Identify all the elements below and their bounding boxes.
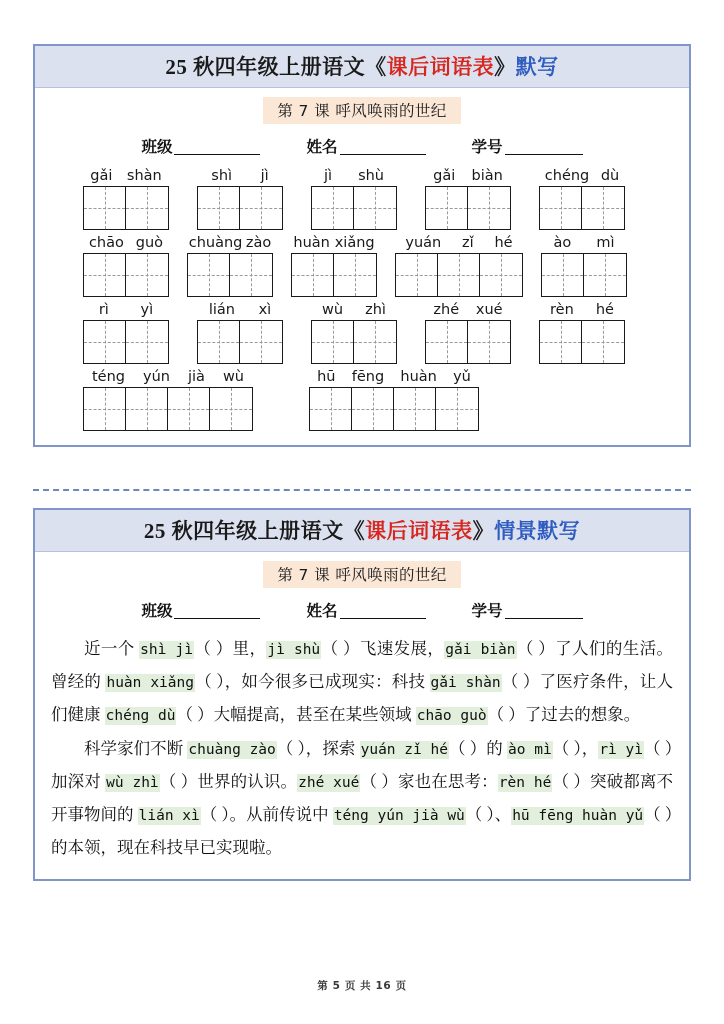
pinyin-syllable: gǎi xyxy=(433,168,456,184)
name-field[interactable] xyxy=(306,599,425,621)
sentence-text: （ ）家也在思考： xyxy=(360,772,498,791)
title-bracket-open: 《 xyxy=(365,55,387,79)
dictation-info-row xyxy=(35,135,689,157)
title-red-part: 课后词语表 xyxy=(386,55,495,79)
title-prefix: 25 秋四年级上册语文 xyxy=(165,55,366,79)
sentence-text: （ ）了人们的生活。曾经的 xyxy=(51,639,673,691)
pinyin-syllable: chāo xyxy=(88,235,124,251)
page-cut-divider xyxy=(33,489,691,491)
dictation-section-title xyxy=(35,46,689,88)
character-cell[interactable] xyxy=(542,254,584,296)
pinyin-syllable: hé xyxy=(494,235,513,251)
dictation-section xyxy=(33,44,691,447)
pinyin-label xyxy=(309,368,479,387)
pinyin-syllable: yún xyxy=(143,369,170,385)
student-id-field[interactable] xyxy=(472,135,583,157)
pinyin-syllable: jià xyxy=(187,369,205,385)
pinyin-label xyxy=(197,301,283,320)
word-group xyxy=(541,234,627,297)
character-cell[interactable] xyxy=(84,321,126,363)
character-cell[interactable] xyxy=(354,321,396,363)
pinyin-syllable: xiǎng xyxy=(334,235,375,251)
pinyin-syllable: yuán xyxy=(405,235,442,251)
pinyin-syllable: gǎi xyxy=(90,168,113,184)
pinyin-syllable: téng xyxy=(92,369,126,385)
pinyin-hint: hū fēng huàn yǔ xyxy=(512,808,644,824)
pinyin-hint: jì shù xyxy=(267,642,321,658)
word-group xyxy=(197,167,283,230)
student-id-label: 学号 xyxy=(471,139,503,156)
pinyin-hint: téng yún jià wù xyxy=(333,808,465,824)
character-cell[interactable] xyxy=(126,388,168,430)
sentence-text: （ ）， xyxy=(552,739,599,758)
character-cell[interactable] xyxy=(310,388,352,430)
character-cell[interactable] xyxy=(312,187,354,229)
character-cell[interactable] xyxy=(582,187,624,229)
title-bracket-close: 》 xyxy=(472,519,495,543)
pinyin-syllable: huàn xyxy=(400,369,437,385)
pinyin-syllable: zào xyxy=(245,235,272,251)
pinyin-hint: gǎi biàn xyxy=(445,642,516,658)
pinyin-label xyxy=(291,234,377,253)
pinyin-syllable: jì xyxy=(260,168,269,184)
sentence-text: （ ）的 xyxy=(449,739,508,758)
pinyin-syllable: zhì xyxy=(365,302,386,318)
sentence-text: （ ）飞速发展， xyxy=(321,639,445,658)
pinyin-label xyxy=(187,234,273,253)
character-cell[interactable] xyxy=(426,321,468,363)
character-cell[interactable] xyxy=(188,254,230,296)
character-grid-box[interactable] xyxy=(539,320,625,364)
word-group xyxy=(309,368,479,431)
title-red-part: 课后词语表 xyxy=(365,519,473,543)
pinyin-hint: gǎi shàn xyxy=(430,675,501,691)
character-cell[interactable] xyxy=(396,254,438,296)
pinyin-label xyxy=(425,301,511,320)
pinyin-syllable: yǔ xyxy=(453,369,471,385)
pinyin-label xyxy=(83,368,253,387)
title-prefix: 25 秋四年级上册语文 xyxy=(143,519,344,543)
pinyin-syllable: huàn xyxy=(293,235,330,251)
character-cell[interactable] xyxy=(312,321,354,363)
pinyin-hint: lián xì xyxy=(138,808,200,824)
character-cell[interactable] xyxy=(394,388,436,430)
character-grid-box[interactable] xyxy=(539,186,625,230)
student-id-blank[interactable] xyxy=(505,139,583,155)
word-group xyxy=(83,301,169,364)
dictation-grid-area xyxy=(35,163,689,445)
class-field[interactable] xyxy=(141,135,260,157)
character-cell[interactable] xyxy=(126,187,168,229)
word-row xyxy=(35,301,689,364)
sentence-text: （ ）了过去的想象。 xyxy=(487,705,641,724)
character-cell[interactable] xyxy=(354,187,396,229)
character-cell[interactable] xyxy=(540,321,582,363)
character-cell[interactable] xyxy=(352,388,394,430)
character-cell[interactable] xyxy=(230,254,272,296)
character-grid-box[interactable] xyxy=(83,186,169,230)
character-grid-box[interactable] xyxy=(83,253,169,297)
pinyin-label xyxy=(425,167,511,186)
pinyin-syllable: xué xyxy=(475,302,503,318)
pinyin-syllable: chuàng xyxy=(188,235,243,251)
word-group xyxy=(311,167,397,230)
pinyin-syllable: biàn xyxy=(471,168,503,184)
word-group xyxy=(311,301,397,364)
pinyin-syllable: rèn xyxy=(550,302,574,318)
student-id-blank[interactable] xyxy=(505,603,583,619)
character-grid-box[interactable] xyxy=(311,186,397,230)
word-group xyxy=(425,167,511,230)
pinyin-syllable: jì xyxy=(324,168,333,184)
context-lesson-row xyxy=(35,561,689,588)
context-paragraphs xyxy=(35,627,689,879)
pinyin-hint: chuàng zào xyxy=(188,742,276,758)
pinyin-syllable: rì xyxy=(98,302,109,318)
sentence-text: （ ），探索 xyxy=(276,739,360,758)
class-blank[interactable] xyxy=(174,139,260,155)
sentence-text: （ ）大幅提高，甚至在某些领域 xyxy=(176,705,416,724)
character-cell[interactable] xyxy=(198,187,240,229)
title-bracket-open: 《 xyxy=(343,519,366,543)
character-grid-box[interactable] xyxy=(83,387,253,431)
sentence-text: （ ）加深对 xyxy=(51,739,674,791)
character-grid-box[interactable] xyxy=(83,320,169,364)
pinyin-hint: yuán zǐ hé xyxy=(360,742,448,758)
word-group xyxy=(83,368,253,431)
character-grid-box[interactable] xyxy=(311,320,397,364)
character-cell[interactable] xyxy=(468,321,510,363)
pinyin-label xyxy=(311,167,397,186)
character-grid-box[interactable] xyxy=(541,253,627,297)
dictation-lesson-row xyxy=(35,97,689,124)
character-grid-box[interactable] xyxy=(197,320,283,364)
character-grid-box[interactable] xyxy=(309,387,479,431)
pinyin-syllable: dù xyxy=(600,168,620,184)
pinyin-label xyxy=(83,167,169,186)
page-footer: 第 5 页 共 16 页 xyxy=(317,980,407,992)
name-label: 姓名 xyxy=(306,603,338,620)
context-paragraph xyxy=(51,733,673,864)
character-grid-box[interactable] xyxy=(187,253,273,297)
context-section xyxy=(33,508,691,881)
pinyin-label xyxy=(83,301,169,320)
context-paragraph xyxy=(51,633,673,732)
title-blue-part: 默写 xyxy=(515,55,559,79)
word-row xyxy=(35,167,689,230)
pinyin-syllable: yì xyxy=(140,302,154,318)
pinyin-syllable: shàn xyxy=(126,168,162,184)
character-grid-box[interactable] xyxy=(425,186,511,230)
word-group xyxy=(539,301,625,364)
student-id-label: 学号 xyxy=(471,603,503,620)
sentence-text: （ ），如今很多已成现实：科技 xyxy=(194,672,430,691)
word-group xyxy=(83,234,169,297)
pinyin-label xyxy=(197,167,283,186)
character-cell[interactable] xyxy=(168,388,210,430)
word-group xyxy=(187,234,273,297)
class-label: 班级 xyxy=(141,139,173,156)
pinyin-syllable: xì xyxy=(258,302,272,318)
sentence-text: 近一个 xyxy=(84,639,140,658)
sentence-text: （ ）的本领，现在科技早已实现啦。 xyxy=(51,805,674,857)
character-cell[interactable] xyxy=(84,254,126,296)
lesson-title-chip: 第 7 课 呼风唤雨的世纪 xyxy=(263,561,460,588)
character-grid-box[interactable] xyxy=(425,320,511,364)
character-cell[interactable] xyxy=(198,321,240,363)
word-group xyxy=(83,167,169,230)
title-blue-part: 情景默写 xyxy=(494,519,581,543)
pinyin-syllable: mì xyxy=(596,235,615,251)
sentence-text: （ ）里， xyxy=(193,639,267,658)
name-blank[interactable] xyxy=(340,139,426,155)
pinyin-syllable: shì xyxy=(211,168,233,184)
pinyin-syllable: zǐ xyxy=(462,235,474,251)
character-cell[interactable] xyxy=(438,254,480,296)
character-grid-box[interactable] xyxy=(197,186,283,230)
character-cell[interactable] xyxy=(480,254,522,296)
character-cell[interactable] xyxy=(468,187,510,229)
pinyin-label xyxy=(83,234,169,253)
sentence-text: 科学家们不断 xyxy=(84,739,188,758)
class-blank[interactable] xyxy=(174,603,260,619)
character-cell[interactable] xyxy=(240,321,282,363)
pinyin-hint: wù zhì xyxy=(106,775,159,791)
character-grid-box[interactable] xyxy=(395,253,523,297)
pinyin-syllable: lián xyxy=(208,302,235,318)
word-group xyxy=(291,234,377,297)
word-group xyxy=(539,167,625,230)
word-row xyxy=(35,234,689,297)
character-grid-box[interactable] xyxy=(291,253,377,297)
pinyin-hint: zhé xué xyxy=(298,775,360,791)
character-cell[interactable] xyxy=(126,321,168,363)
character-cell[interactable] xyxy=(584,254,626,296)
sentence-text: （ ）突破都离不开事物间的 xyxy=(51,772,674,824)
pinyin-hint: chéng dù xyxy=(105,708,176,724)
context-info-row xyxy=(35,599,689,621)
word-group xyxy=(395,234,523,297)
character-cell[interactable] xyxy=(126,254,168,296)
character-cell[interactable] xyxy=(436,388,478,430)
word-group xyxy=(425,301,511,364)
pinyin-hint: chāo guò xyxy=(416,708,487,724)
pinyin-syllable: ào xyxy=(553,235,572,251)
class-field[interactable] xyxy=(141,599,260,621)
character-cell[interactable] xyxy=(334,254,376,296)
sentence-text: （ ）、 xyxy=(465,805,512,824)
sentence-text: （ ）。从前传说中 xyxy=(200,805,333,824)
name-blank[interactable] xyxy=(340,603,426,619)
name-field[interactable] xyxy=(306,135,425,157)
lesson-title-chip: 第 7 课 呼风唤雨的世纪 xyxy=(263,97,460,124)
character-cell[interactable] xyxy=(582,321,624,363)
pinyin-label xyxy=(311,301,397,320)
pinyin-syllable: chéng xyxy=(544,168,590,184)
character-cell[interactable] xyxy=(240,187,282,229)
student-id-field[interactable] xyxy=(472,599,583,621)
pinyin-hint: shì jì xyxy=(140,642,193,658)
pinyin-label xyxy=(539,167,625,186)
character-cell[interactable] xyxy=(292,254,334,296)
pinyin-hint: ào mì xyxy=(508,742,552,758)
name-label: 姓名 xyxy=(306,139,338,156)
pinyin-hint: rèn hé xyxy=(498,775,552,791)
title-bracket-close: 》 xyxy=(494,55,516,79)
character-cell[interactable] xyxy=(210,388,252,430)
pinyin-label xyxy=(539,301,625,320)
character-cell[interactable] xyxy=(84,187,126,229)
pinyin-syllable: fēng xyxy=(351,369,385,385)
character-cell[interactable] xyxy=(426,187,468,229)
pinyin-syllable: hé xyxy=(595,302,614,318)
pinyin-label xyxy=(541,234,627,253)
pinyin-syllable: guò xyxy=(135,235,164,251)
sentence-text: （ ）世界的认识。 xyxy=(159,772,298,791)
word-group xyxy=(197,301,283,364)
pinyin-syllable: wù xyxy=(322,302,344,318)
context-section-title xyxy=(35,510,689,552)
character-cell[interactable] xyxy=(84,388,126,430)
pinyin-syllable: shù xyxy=(358,168,384,184)
class-label: 班级 xyxy=(141,603,173,620)
character-cell[interactable] xyxy=(540,187,582,229)
pinyin-label xyxy=(395,234,523,253)
pinyin-hint: huàn xiǎng xyxy=(106,675,194,691)
sentence-text: （ ）了医疗条件，让人们健康 xyxy=(51,672,673,724)
pinyin-hint: rì yì xyxy=(599,742,644,758)
pinyin-syllable: hū xyxy=(317,369,336,385)
pinyin-syllable: zhé xyxy=(433,302,460,318)
word-row xyxy=(35,368,689,431)
pinyin-syllable: wù xyxy=(222,369,244,385)
